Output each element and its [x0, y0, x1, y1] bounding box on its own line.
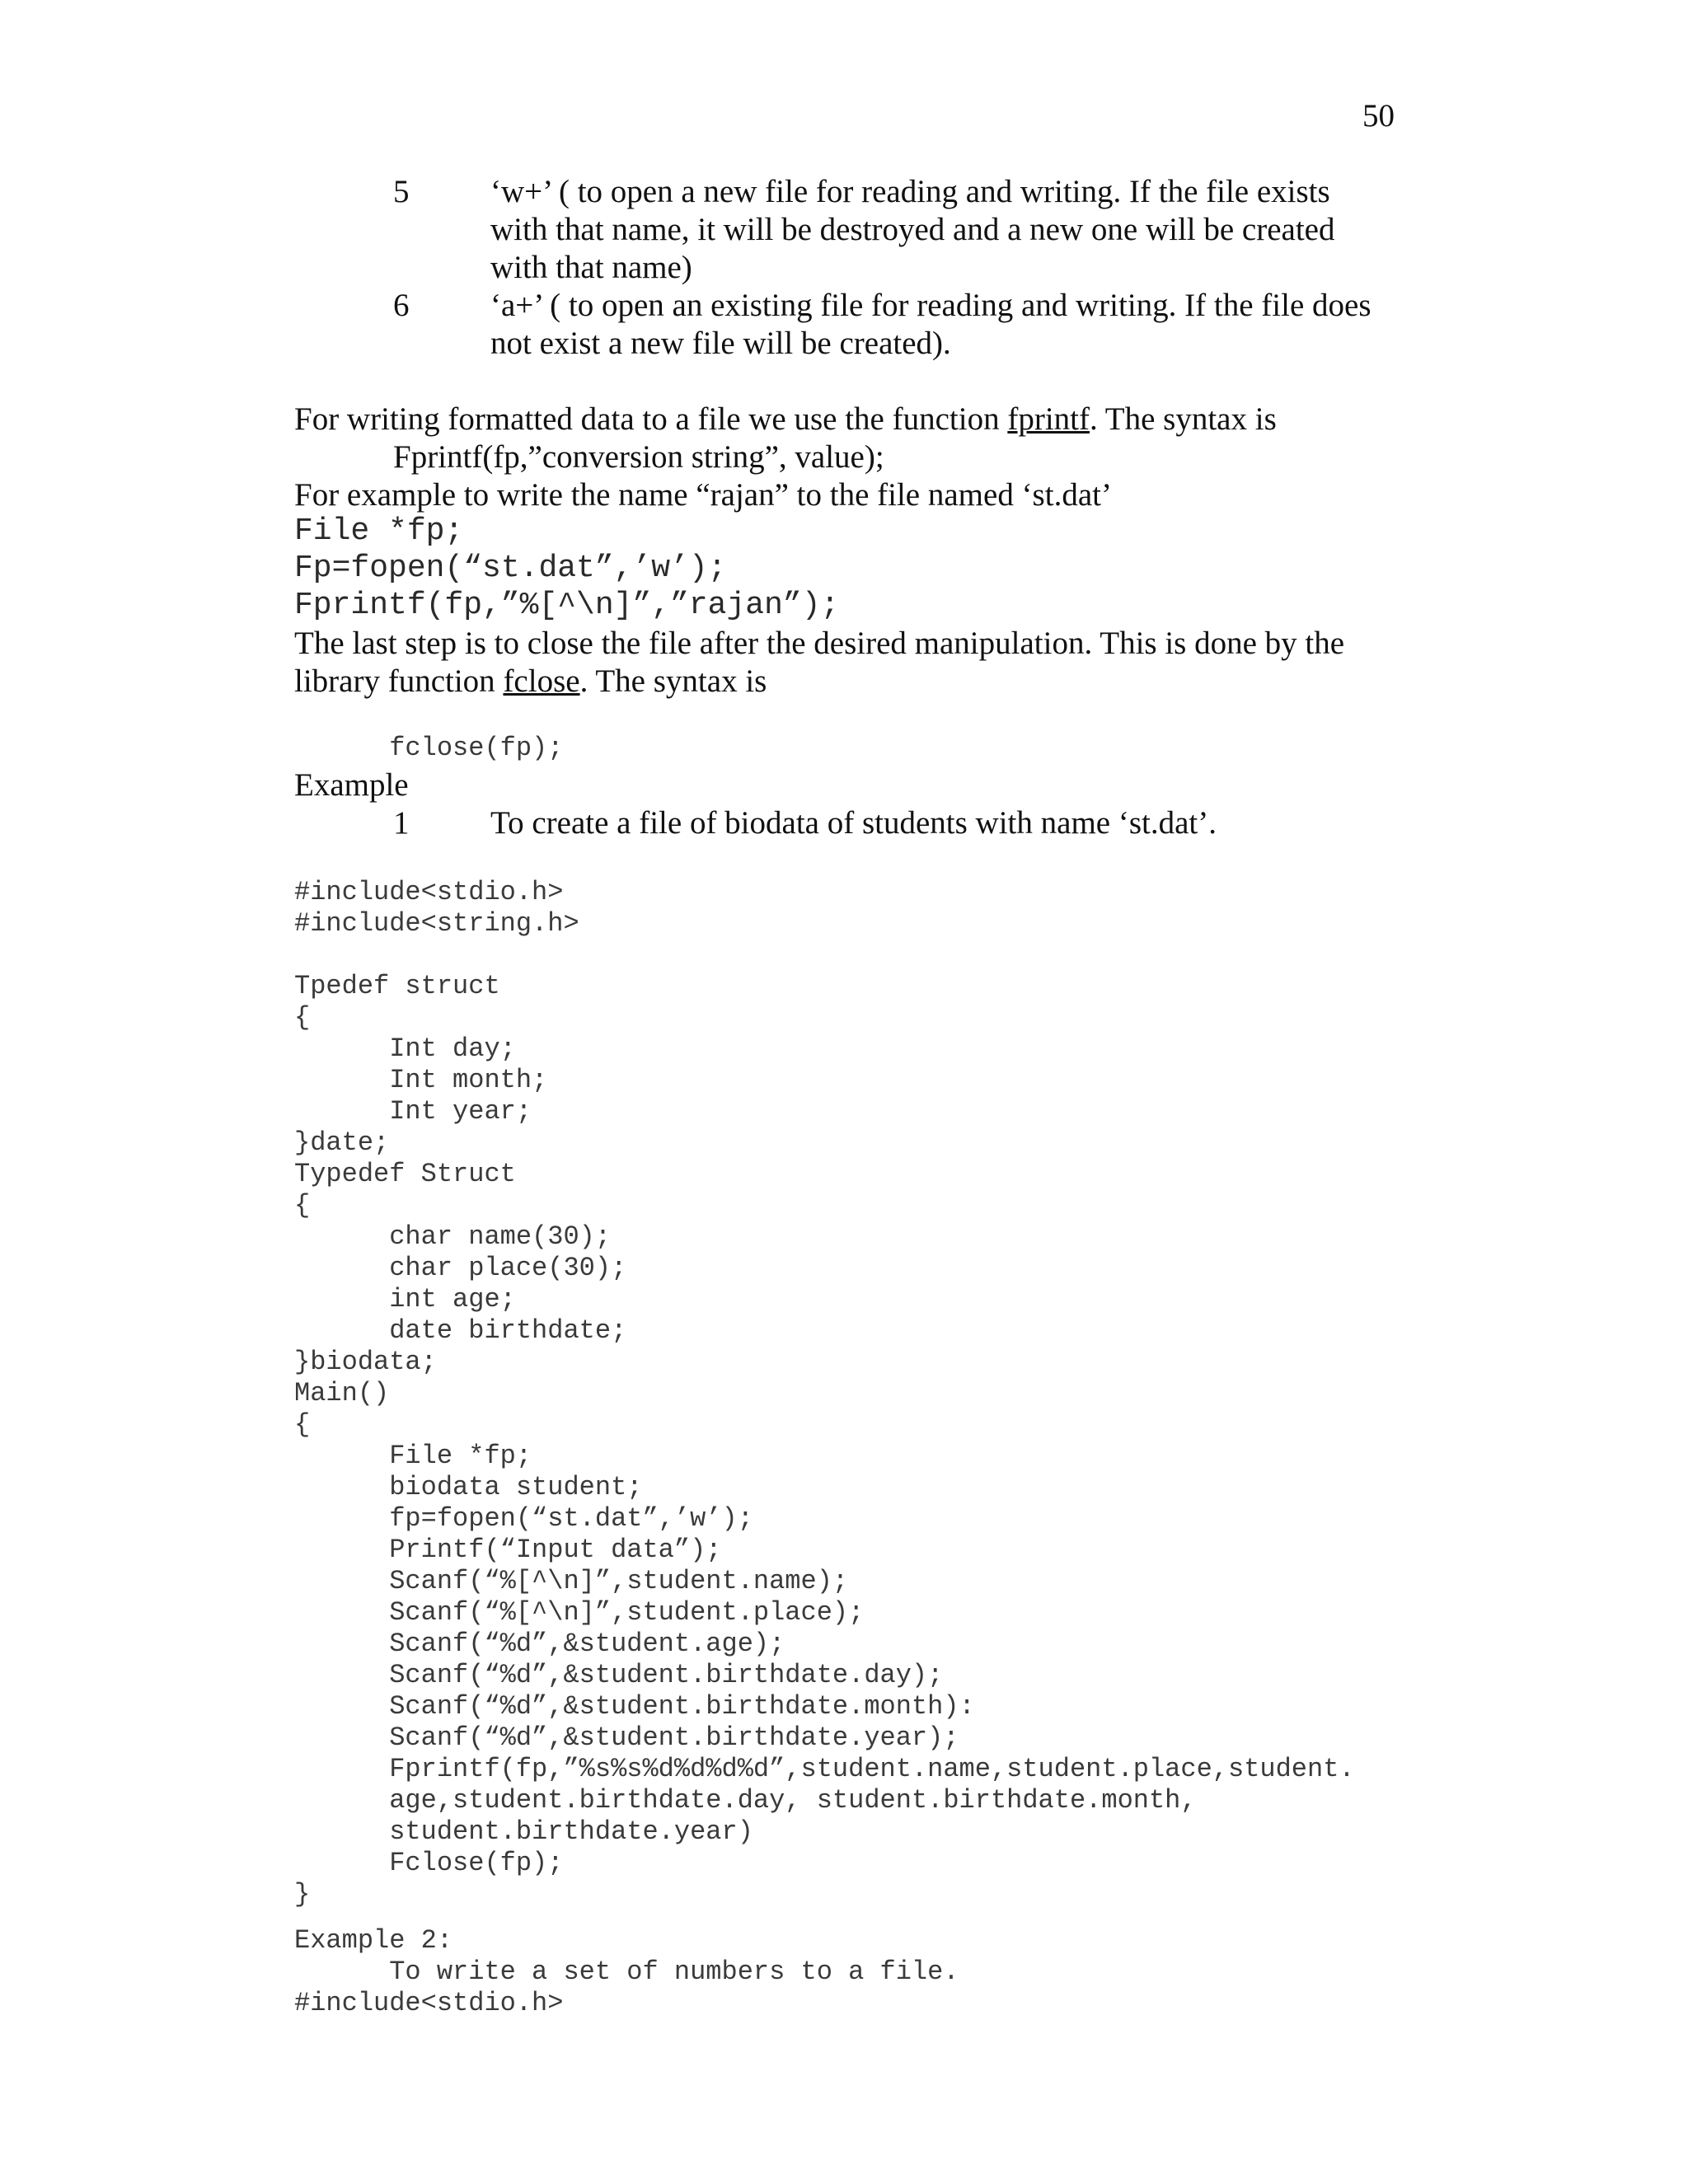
fclose-code: fclose(fp); — [294, 733, 564, 763]
code-line: Scanf(“%[^\n]”,student.place); — [294, 1597, 865, 1628]
fprintf-prefix: For writing formatted data to a file we use the function — [294, 401, 1008, 437]
code-line: #include<stdio.h> — [294, 877, 564, 907]
code-line: Int month; — [294, 1065, 548, 1095]
fclose-line-1: The last step is to close the file after the desired manipulation. This is done by the — [294, 626, 1345, 661]
fprintf-suffix: . The syntax is — [1089, 401, 1277, 437]
fprintf-func: fprintf — [1007, 401, 1090, 437]
code-line: Scanf(“%[^\n]”,student.name); — [294, 1566, 849, 1596]
page-number: 50 — [1362, 98, 1395, 134]
code-line: File *fp; — [294, 1441, 532, 1471]
fprintf-example-intro: For example to write the name “rajan” to the file named ‘st.dat’ — [294, 477, 1112, 513]
example-1-code — [294, 877, 1399, 1910]
code-line: Example 2: — [294, 1925, 453, 1956]
example-2-code — [294, 1925, 1399, 2019]
code-line: { — [294, 1002, 311, 1033]
mode-line: not exist a new file will be created). — [490, 326, 951, 361]
fclose-func: fclose — [503, 663, 580, 699]
code-line: To write a set of numbers to a file. — [294, 1957, 959, 1987]
code-line: int age; — [294, 1284, 516, 1315]
code-line: File *fp; — [294, 513, 464, 549]
code-line: }biodata; — [294, 1347, 437, 1377]
example-description: To create a file of biodata of students with name ‘st.dat’. — [490, 805, 1217, 841]
fprintf-paragraph — [294, 401, 1399, 514]
code-line: Fprintf(fp,”%s%s%d%d%d%d”,student.name,student.place,student. — [294, 1754, 1355, 1784]
code-line: { — [294, 1190, 311, 1221]
fprintf-code-block — [294, 513, 1399, 624]
code-line: Scanf(“%d”,&student.birthdate.day); — [294, 1660, 944, 1690]
code-line: }date; — [294, 1127, 390, 1158]
code-line: Int day; — [294, 1033, 516, 1064]
code-line: #include<string.h> — [294, 908, 579, 939]
code-line: char name(30); — [294, 1221, 612, 1252]
code-line: Int year; — [294, 1096, 532, 1127]
mode-line: with that name, it will be destroyed and a new one will be created — [490, 212, 1335, 247]
code-line: student.birthdate.year) — [294, 1816, 753, 1847]
code-line: #include<stdio.h> — [294, 1988, 564, 2018]
code-line: Fclose(fp); — [294, 1848, 564, 1878]
fprintf-intro — [294, 401, 1399, 438]
code-line: age,student.birthdate.day, student.birthdate.month, — [294, 1785, 1197, 1816]
code-line: char place(30); — [294, 1253, 627, 1283]
fclose-prefix: library function — [294, 663, 504, 699]
fclose-line-2 — [294, 663, 1399, 701]
mode-number: 5 — [393, 174, 410, 209]
fprintf-syntax: Fprintf(fp,”conversion string”, value); — [393, 439, 884, 475]
code-line: { — [294, 1409, 311, 1440]
code-line: Typedef Struct — [294, 1159, 516, 1189]
code-line: Scanf(“%d”,&student.age); — [294, 1629, 785, 1659]
code-line: Scanf(“%d”,&student.birthdate.year); — [294, 1722, 959, 1753]
mode-line: ‘w+’ ( to open a new file for reading and writing. If the file exists — [490, 174, 1330, 209]
code-line — [294, 940, 1399, 971]
code-line: Fprintf(fp,”%[^\n]”,”rajan”); — [294, 588, 840, 623]
mode-text — [490, 287, 1397, 363]
code-line: Fp=fopen(“st.dat”,’w’); — [294, 551, 727, 586]
code-line: Scanf(“%d”,&student.birthdate.month): — [294, 1691, 975, 1722]
code-line: biodata student; — [294, 1472, 643, 1502]
fclose-paragraph — [294, 625, 1399, 701]
mode-line: with that name) — [490, 250, 692, 285]
mode-text — [490, 173, 1397, 287]
code-line: date birthdate; — [294, 1315, 627, 1346]
code-line: fp=fopen(“st.dat”,’w’); — [294, 1503, 753, 1534]
mode-line: ‘a+’ ( to open an existing file for reading and writing. If the file does — [490, 288, 1372, 323]
code-line: } — [294, 1879, 311, 1910]
mode-number: 6 — [393, 288, 410, 323]
example-heading: Example — [294, 767, 409, 803]
code-line: Printf(“Input data”); — [294, 1535, 722, 1565]
example-number: 1 — [393, 805, 410, 841]
code-line: Main() — [294, 1378, 390, 1408]
code-line: Tpedef struct — [294, 971, 500, 1001]
fclose-suffix: . The syntax is — [579, 663, 767, 699]
